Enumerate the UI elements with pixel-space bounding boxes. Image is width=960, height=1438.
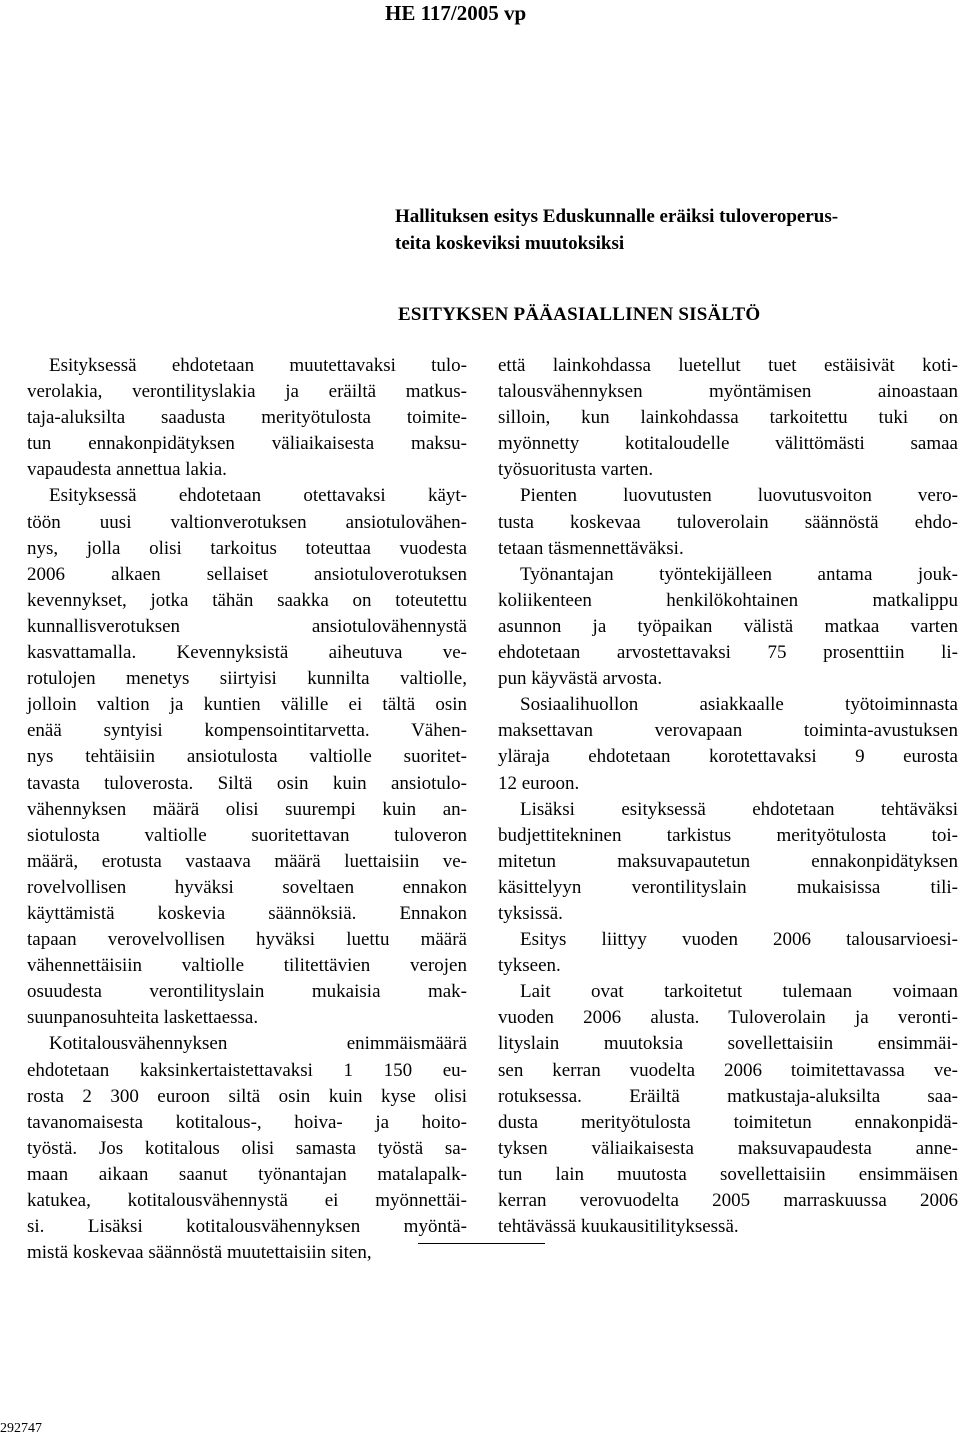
- text-line: kerran verovuodelta 2005 marraskuussa 2006: [498, 1190, 958, 1211]
- text-line: rosta 2 300 euroon siltä osin kuin kyse olisi: [27, 1085, 467, 1107]
- text-line: rovelvollisen hyväksi soveltaen ennakon: [27, 876, 467, 898]
- text-line: työstä. Jos kotitalous olisi samasta työstä sa-: [27, 1137, 467, 1159]
- text-line: tusta koskevaa tuloverolain säännöstä ehdo-: [498, 511, 958, 533]
- text-line: nys, jolla olisi tarkoitus toteuttaa vuodesta: [27, 537, 467, 559]
- end-of-text-rule: [418, 1243, 545, 1244]
- text-line: Sosiaalihuollon asiakkaalle työtoiminnasta: [520, 694, 958, 716]
- text-line: rotulojen menetys siirtyisi kunnilta valtiolle,: [27, 668, 467, 690]
- paragraph: [498, 562, 958, 692]
- text-line: mistä koskevaa säännöstä muutettaisiin siten,: [27, 1242, 372, 1264]
- text-line: myönnetty kotitaloudelle välittömästi samaa: [498, 433, 958, 455]
- text-line: suunpanosuhteita laskettaessa.: [27, 1007, 259, 1029]
- paragraph: [498, 353, 958, 483]
- text-line: koliikenteen henkilökohtainen matkalippu: [498, 589, 958, 611]
- text-line: kasvattamalla. Kevennyksistä aiheutuva ve-: [27, 642, 467, 664]
- text-line: käsittelyyn verontilityslain mukaisissa tili-: [498, 876, 958, 898]
- text-line: vapaudesta annettua lakia.: [27, 459, 227, 481]
- text-line: Kotitalousvähennyksen enimmäismäärä: [49, 1033, 467, 1055]
- text-line: että lainkohdassa luetellut tuet estäisivät koti-: [498, 355, 958, 376]
- paragraph: [498, 797, 958, 927]
- paragraph: [27, 353, 467, 483]
- text-line: dusta merityötulosta toimitetun ennakonpidä-: [498, 1111, 958, 1133]
- section-heading: ESITYKSEN PÄÄASIALLINEN SISÄLTÖ: [398, 304, 761, 325]
- text-line: tykseen.: [498, 955, 561, 977]
- text-line: pun käyvästä arvosta.: [498, 668, 663, 690]
- text-line: lityslain muutoksia sovellettaisiin ensimmäi-: [498, 1033, 958, 1055]
- text-line: tun ennakonpidätyksen väliaikaisesta maksu-: [27, 433, 467, 455]
- text-line: Esitys liittyy vuoden 2006 talousarvioesi-: [520, 929, 958, 951]
- text-line: siotulosta valtiolle suoritettavan tuloveron: [27, 824, 467, 846]
- text-line: tavasta tuloverosta. Siltä osin kuin ansiotulo-: [27, 772, 467, 794]
- text-line: si. Lisäksi kotitalousvähennyksen myöntä-: [27, 1216, 467, 1238]
- text-line: tapaan verovelvollisen hyväksi luettu määrä: [27, 929, 467, 951]
- text-line: enää syntyisi kompensointitarvetta. Vähen-: [27, 720, 467, 742]
- text-line: Lisäksi esityksessä ehdotetaan tehtäväksi: [520, 798, 958, 820]
- text-line: asunnon ja työpaikan välistä matkaa varten: [498, 615, 958, 637]
- text-line: vähennettäisiin valtiolle tilitettävien verojen: [27, 955, 467, 977]
- text-line: tavanomaisesta kotitalous-, hoiva- ja hoito-: [27, 1111, 467, 1133]
- text-line: määrä, erotusta vastaava määrä luettaisiin ve-: [27, 850, 467, 872]
- text-line: käyttämistä koskevia säännöksiä. Ennakon: [27, 902, 467, 924]
- text-line: Työnantajan työntekijälleen antama jouk-: [520, 563, 958, 585]
- text-line: silloin, kun lainkohdassa tarkoitettu tuki on: [498, 407, 958, 429]
- text-line: osuudesta verontilityslain mukaisia mak-: [27, 981, 467, 1003]
- text-line: ehdotetaan arvostettavaksi 75 prosenttiin li-: [498, 642, 958, 664]
- text-line: sen kerran vuodelta 2006 toimitettavassa ve-: [498, 1059, 958, 1081]
- title-line: teita koskeviksi muutoksiksi: [395, 233, 625, 254]
- text-line: tetaan täsmennettäväksi.: [498, 537, 684, 559]
- title-line: Hallituksen esitys Eduskunnalle eräiksi tuloveroperus-: [395, 206, 839, 227]
- text-line: tun lain muutosta sovellettaisiin ensimmäisen: [498, 1163, 958, 1185]
- paragraph: [498, 927, 958, 979]
- text-line: tyksissä.: [498, 902, 563, 924]
- text-line: taja-aluksilta saadusta merityötulosta toimite-: [27, 407, 467, 429]
- text-line: töön uusi valtionverotuksen ansiotulovähen-: [27, 511, 467, 533]
- text-line: Pienten luovutusten luovutusvoiton vero-: [520, 485, 958, 507]
- text-line: 12 euroon.: [498, 772, 580, 794]
- paragraph: [498, 979, 958, 1240]
- paragraph: [498, 692, 958, 796]
- text-line: jolloin valtion ja kuntien välille ei tältä osin: [27, 694, 467, 716]
- text-line: Esityksessä ehdotetaan otettavaksi käyt-: [49, 485, 467, 507]
- text-line: kunnallisverotuksen ansiotulovähennystä: [27, 615, 467, 637]
- left-column: [27, 353, 467, 1266]
- document-id: 292747: [0, 1421, 42, 1436]
- text-line: nys tehtäisiin ansiotulosta valtiolle suoritet-: [27, 746, 467, 768]
- text-line: vuoden 2006 alusta. Tuloverolain ja veronti-: [498, 1007, 958, 1029]
- paragraph: [498, 483, 958, 561]
- text-line: mitetun maksuvapautetun ennakonpidätyksen: [498, 850, 958, 872]
- text-line: tyksen väliaikaisesta maksuvapaudesta anne-: [498, 1137, 958, 1159]
- text-line: maan aikaan saanut työnantajan matalapalk-: [27, 1163, 467, 1185]
- text-line: verolakia, verontilityslakia ja eräiltä matkus-: [27, 381, 467, 403]
- text-line: yläraja ehdotetaan korotettavaksi 9 eurosta: [498, 746, 958, 768]
- text-line: ehdotetaan kaksinkertaistettavaksi 1 150 eu-: [27, 1059, 467, 1081]
- document-title: [395, 203, 925, 257]
- text-line: Esityksessä ehdotetaan muutettavaksi tulo-: [49, 355, 467, 376]
- text-line: työsuoritusta varten.: [498, 459, 654, 481]
- text-line: vähennyksen määrä olisi suurempi kuin an-: [27, 798, 467, 820]
- text-line: maksettavan verovapaan toiminta-avustuksen: [498, 720, 958, 742]
- right-column: [498, 353, 958, 1240]
- text-line: katukea, kotitalousvähennystä ei myönnettäi-: [27, 1190, 467, 1211]
- paragraph: [27, 1031, 467, 1266]
- document-reference: HE 117/2005 vp: [385, 1, 527, 25]
- paragraph: [27, 483, 467, 1031]
- text-line: Lait ovat tarkoitetut tulemaan voimaan: [520, 981, 958, 1003]
- text-line: tehtävässä kuukausitilityksessä.: [498, 1216, 739, 1238]
- text-line: budjettitekninen tarkistus merityötulosta toi-: [498, 824, 958, 846]
- text-line: 2006 alkaen sellaiset ansiotuloverotuksen: [27, 563, 467, 585]
- text-line: talousvähennyksen myöntämisen ainoastaan: [498, 381, 958, 403]
- text-line: kevennykset, jotka tähän saakka on toteutettu: [27, 589, 467, 611]
- text-line: rotuksessa. Eräiltä matkustaja-aluksilta saa-: [498, 1085, 958, 1107]
